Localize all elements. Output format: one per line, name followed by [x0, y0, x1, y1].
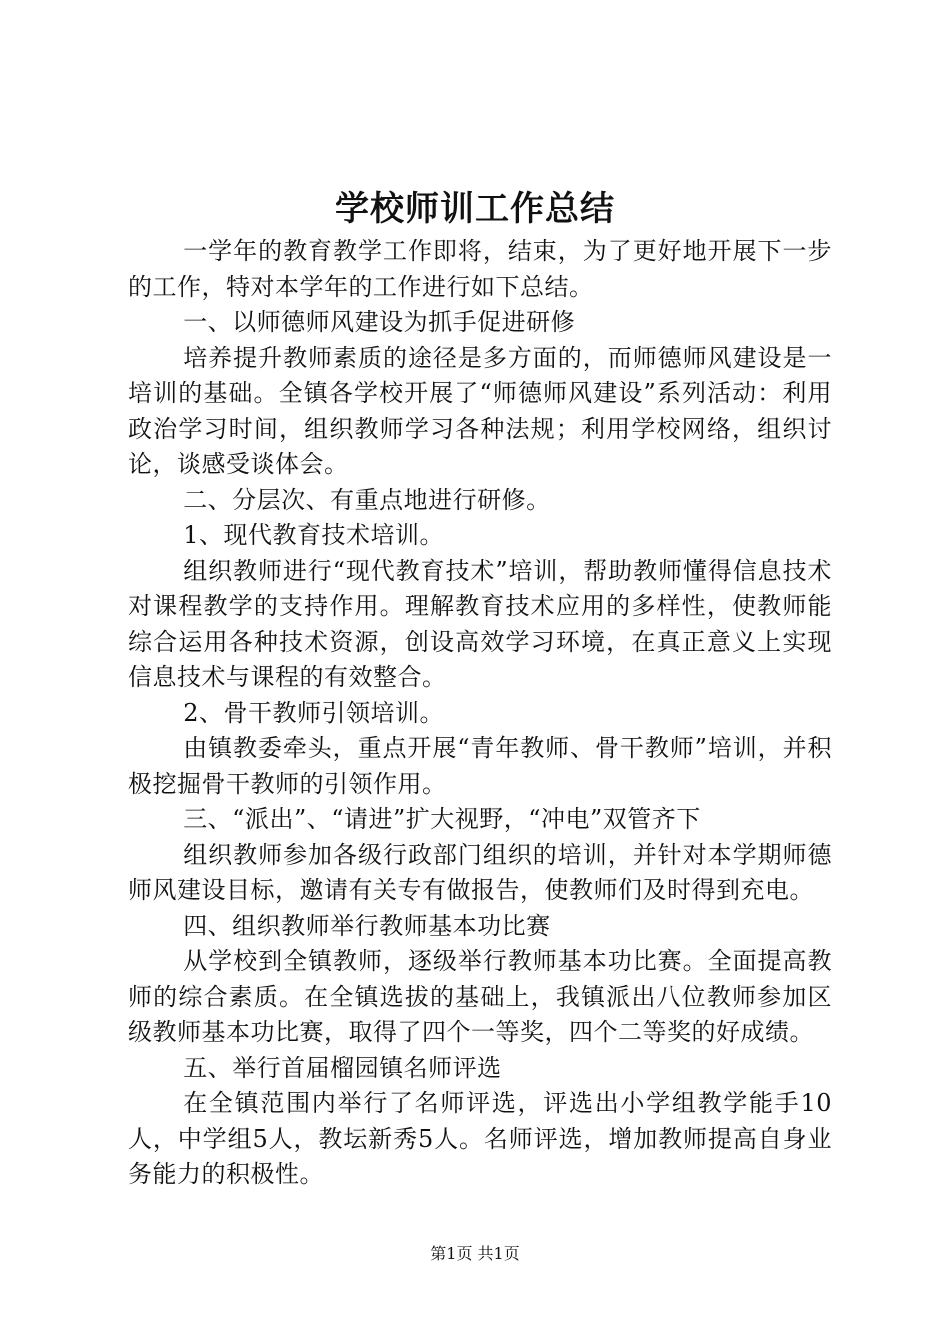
- subsection-heading-2-2: 2、骨干教师引领培训。: [183, 698, 444, 727]
- paragraph-intro: 一学年的教育教学工作即将，结束，为了更好地开展下一步的工作，特对本学年的工作进行如下总结。: [128, 237, 832, 301]
- document-body: [128, 234, 832, 1193]
- section-heading-1: 一、以师德师风建设为抓手促进研修: [183, 308, 576, 336]
- section-heading-2: 二、分层次、有重点地进行研修。: [183, 485, 551, 514]
- subsection-heading-2-1: 1、现代教育技术培训。: [183, 521, 444, 549]
- document-title: 学校师训工作总结: [335, 189, 615, 229]
- paragraph-section-3: 组织教师参加各级行政部门组织的培训，并针对本学期师德师风建设目标，邀请有关专有做报告，使教师们及时得到充电。: [128, 840, 832, 904]
- paragraph-section-1: 培养提升教师素质的途径是多方面的，而师德师风建设是一培训的基础。全镇各学校开展了“师德师风建设”系列活动：利用政治学习时间，组织教师学习各种法规；利用学校网络，组织讨论，谈感受谈体会。: [128, 343, 832, 478]
- paragraph-section-4: 从学校到全镇教师，逐级举行教师基本功比赛。全面提高教师的综合素质。在全镇选拔的基础上，我镇派出八位教师参加区级教师基本功比赛，取得了四个一等奖，四个二等奖的好成绩。: [128, 947, 832, 1046]
- paragraph-section-5: 在全镇范围内举行了名师评选，评选出小学组教学能手10人，中学组5人，教坛新秀5人。名师评选，增加教师提高自身业务能力的积极性。: [128, 1089, 832, 1188]
- section-heading-5: 五、举行首届榴园镇名师评选: [183, 1053, 502, 1082]
- section-heading-4: 四、组织教师举行教师基本功比赛: [183, 911, 551, 940]
- section-heading-3: 三、“派出”、“请进”扩大视野，“冲电”双管齐下: [183, 805, 701, 833]
- page-footer: 第1页 共1页: [430, 1244, 520, 1263]
- paragraph-subsection-2-2: 由镇教委牵头，重点开展“青年教师、骨干教师”培训，并积极挖掘骨干教师的引领作用。: [128, 734, 832, 798]
- paragraph-subsection-2-1: 组织教师进行“现代教育技术”培训，帮助教师懂得信息技术对课程教学的支持作用。理解教育技术应用的多样性，使教师能综合运用各种技术资源，创设高效学习环境，在真正意义上实现信息技术与课程的有效整合。: [128, 556, 832, 691]
